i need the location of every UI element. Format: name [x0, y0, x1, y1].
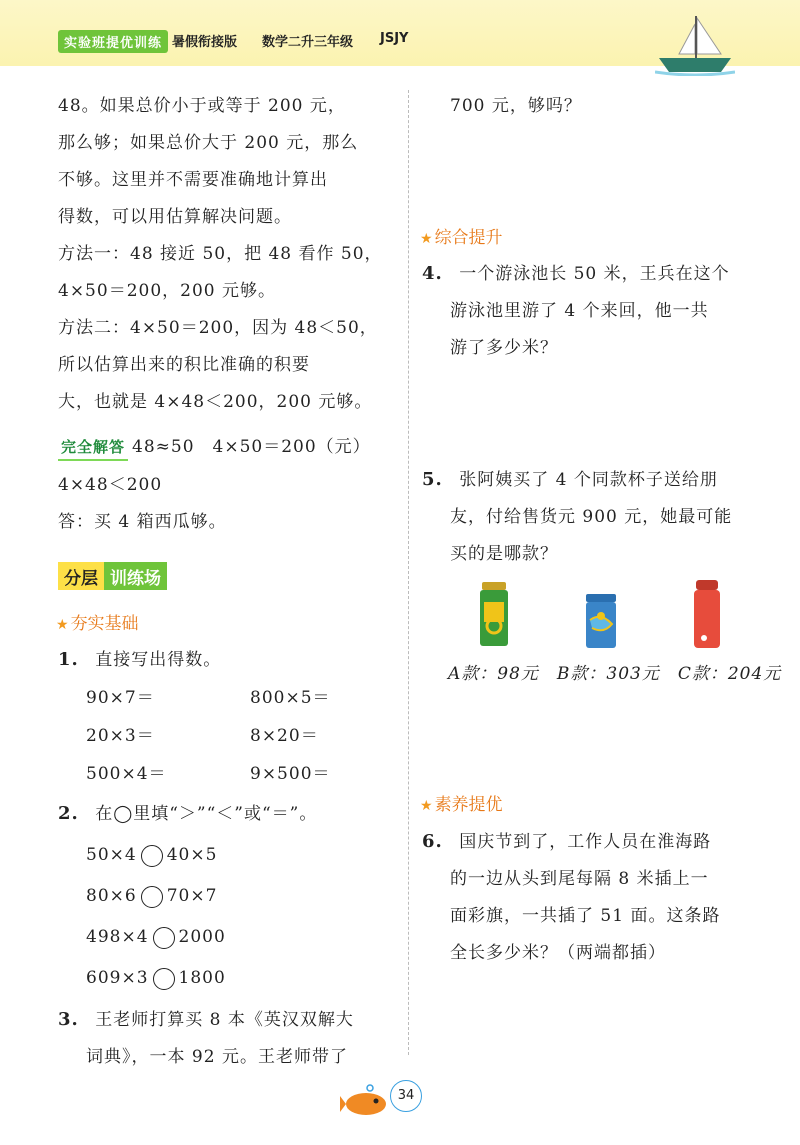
- answer-circle[interactable]: [141, 886, 163, 908]
- compare-right: 2000: [178, 927, 226, 947]
- section-comprehensive: [420, 223, 503, 248]
- answer-circle[interactable]: [153, 927, 175, 949]
- q3-line-1: 王老师打算买 8 本《英汉双解大: [95, 1010, 354, 1030]
- question-2: [58, 802, 317, 826]
- compare-left: 498×4: [86, 927, 149, 947]
- full-answer-line: [58, 435, 371, 461]
- section-literacy-label: 素养提优: [434, 795, 503, 815]
- q4-number: 4.: [422, 263, 443, 284]
- subject-label: 数学二升三年级: [262, 35, 354, 50]
- section-basic-label: 夯实基础: [70, 614, 139, 634]
- intro-line-6: 4×50＝200，200 元够。: [58, 281, 276, 301]
- q1-item-2: 800×5＝: [250, 688, 331, 708]
- q1-item-3: 20×3＝: [86, 726, 155, 746]
- q4-line-1: 一个游泳池长 50 米，王兵在这个: [459, 264, 730, 284]
- q6-line-3: 面彩旗，一共插了 51 面。这条路: [450, 906, 721, 926]
- compare-row-4: [86, 966, 226, 990]
- compare-left: 609×3: [86, 968, 149, 988]
- intro-line-2: 那么够；如果总价大于 200 元，那么: [58, 133, 359, 153]
- layer-title-part2: 训练场: [104, 562, 167, 590]
- intro-line-5: 方法一：48 接近 50，把 48 看作 50，: [58, 244, 383, 264]
- q5-line-2: 友，付给售货元 900 元，她最可能: [450, 507, 733, 527]
- book-series-badge: 实验班提优训练: [58, 30, 168, 53]
- intro-line-9: 大，也就是 4×48＜200，200 元够。: [58, 392, 373, 412]
- q5-number: 5.: [422, 469, 443, 490]
- q6-line-1: 国庆节到了，工作人员在淮海路: [459, 832, 712, 852]
- q6-line-2: 的一边从头到尾每隔 8 米插上一: [450, 869, 709, 889]
- intro-line-1: 48。如果总价小于或等于 200 元，: [58, 96, 346, 116]
- cup-b-icon: [584, 594, 618, 650]
- compare-row-3: [86, 925, 226, 949]
- page-header: [0, 0, 800, 66]
- answer-line-3: 答：买 4 箱西瓜够。: [58, 512, 227, 532]
- compare-row-1: [86, 843, 217, 867]
- q1-item-5: 500×4＝: [86, 764, 167, 784]
- q2-number: 2.: [58, 803, 79, 824]
- cup-prices: A款：98元 B款：303元 C款：204元: [448, 664, 782, 684]
- intro-line-7: 方法二：4×50＝200，因为 48＜50，: [58, 318, 378, 338]
- intro-line-8: 所以估算出来的积比准确的积要: [58, 355, 310, 375]
- column-divider: [408, 90, 409, 1055]
- fish-icon: [340, 1082, 390, 1118]
- answer-circle[interactable]: [141, 845, 163, 867]
- cup-a-icon: [478, 582, 510, 650]
- full-answer-tag: 完全解答: [58, 435, 128, 461]
- question-1: [58, 648, 221, 672]
- section-basic: [56, 609, 139, 634]
- cup-c-icon: [692, 580, 722, 650]
- q1-number: 1.: [58, 649, 79, 670]
- q6-line-4: 全长多少米？（两端都插）: [450, 943, 666, 963]
- section-literacy: [420, 790, 503, 815]
- intro-line-3: 不够。这里并不需要准确地计算出: [58, 170, 328, 190]
- star-icon: ★: [420, 231, 433, 247]
- question-4: [422, 262, 730, 286]
- layer-title-part1: 分层: [58, 562, 104, 590]
- publisher-code: JSJY: [380, 31, 409, 46]
- section-comprehensive-label: 综合提升: [434, 228, 503, 248]
- compare-right: 70×7: [166, 886, 218, 906]
- q5-line-1: 张阿姨买了 4 个同款杯子送给朋: [459, 470, 718, 490]
- compare-row-2: [86, 884, 217, 908]
- question-6: [422, 830, 711, 854]
- q3-line-3: 700 元，够吗？: [450, 96, 582, 116]
- compare-left: 80×6: [86, 886, 137, 906]
- answer-line-1: 48≈50 4×50＝200（元）: [132, 437, 371, 457]
- intro-line-4: 得数，可以用估算解决问题。: [58, 207, 292, 227]
- q1-item-1: 90×7＝: [86, 688, 155, 708]
- sailboat-icon: [655, 14, 735, 76]
- q4-line-3: 游了多少米？: [450, 338, 558, 358]
- q2-text: 在◯里填“＞”“＜”或“＝”。: [95, 804, 318, 824]
- q5-line-3: 买的是哪款？: [450, 544, 558, 564]
- question-5: [422, 468, 718, 492]
- compare-right: 1800: [178, 968, 226, 988]
- compare-right: 40×5: [166, 845, 218, 865]
- training-section-title: [58, 562, 167, 590]
- answer-circle[interactable]: [153, 968, 175, 990]
- compare-left: 50×4: [86, 845, 137, 865]
- q3-number: 3.: [58, 1009, 79, 1030]
- star-icon: ★: [56, 617, 69, 633]
- q1-item-4: 8×20＝: [250, 726, 319, 746]
- q1-text: 直接写出得数。: [95, 650, 222, 670]
- question-3: [58, 1008, 354, 1032]
- page-number: 34: [390, 1080, 422, 1112]
- q6-number: 6.: [422, 831, 443, 852]
- edition-label: 暑假衔接版: [172, 35, 238, 50]
- star-icon: ★: [420, 798, 433, 814]
- answer-line-2: 4×48＜200: [58, 475, 163, 495]
- q1-item-6: 9×500＝: [250, 764, 331, 784]
- q3-line-2: 词典》，一本 92 元。王老师带了: [86, 1047, 348, 1067]
- q4-line-2: 游泳池里游了 4 个来回，他一共: [450, 301, 709, 321]
